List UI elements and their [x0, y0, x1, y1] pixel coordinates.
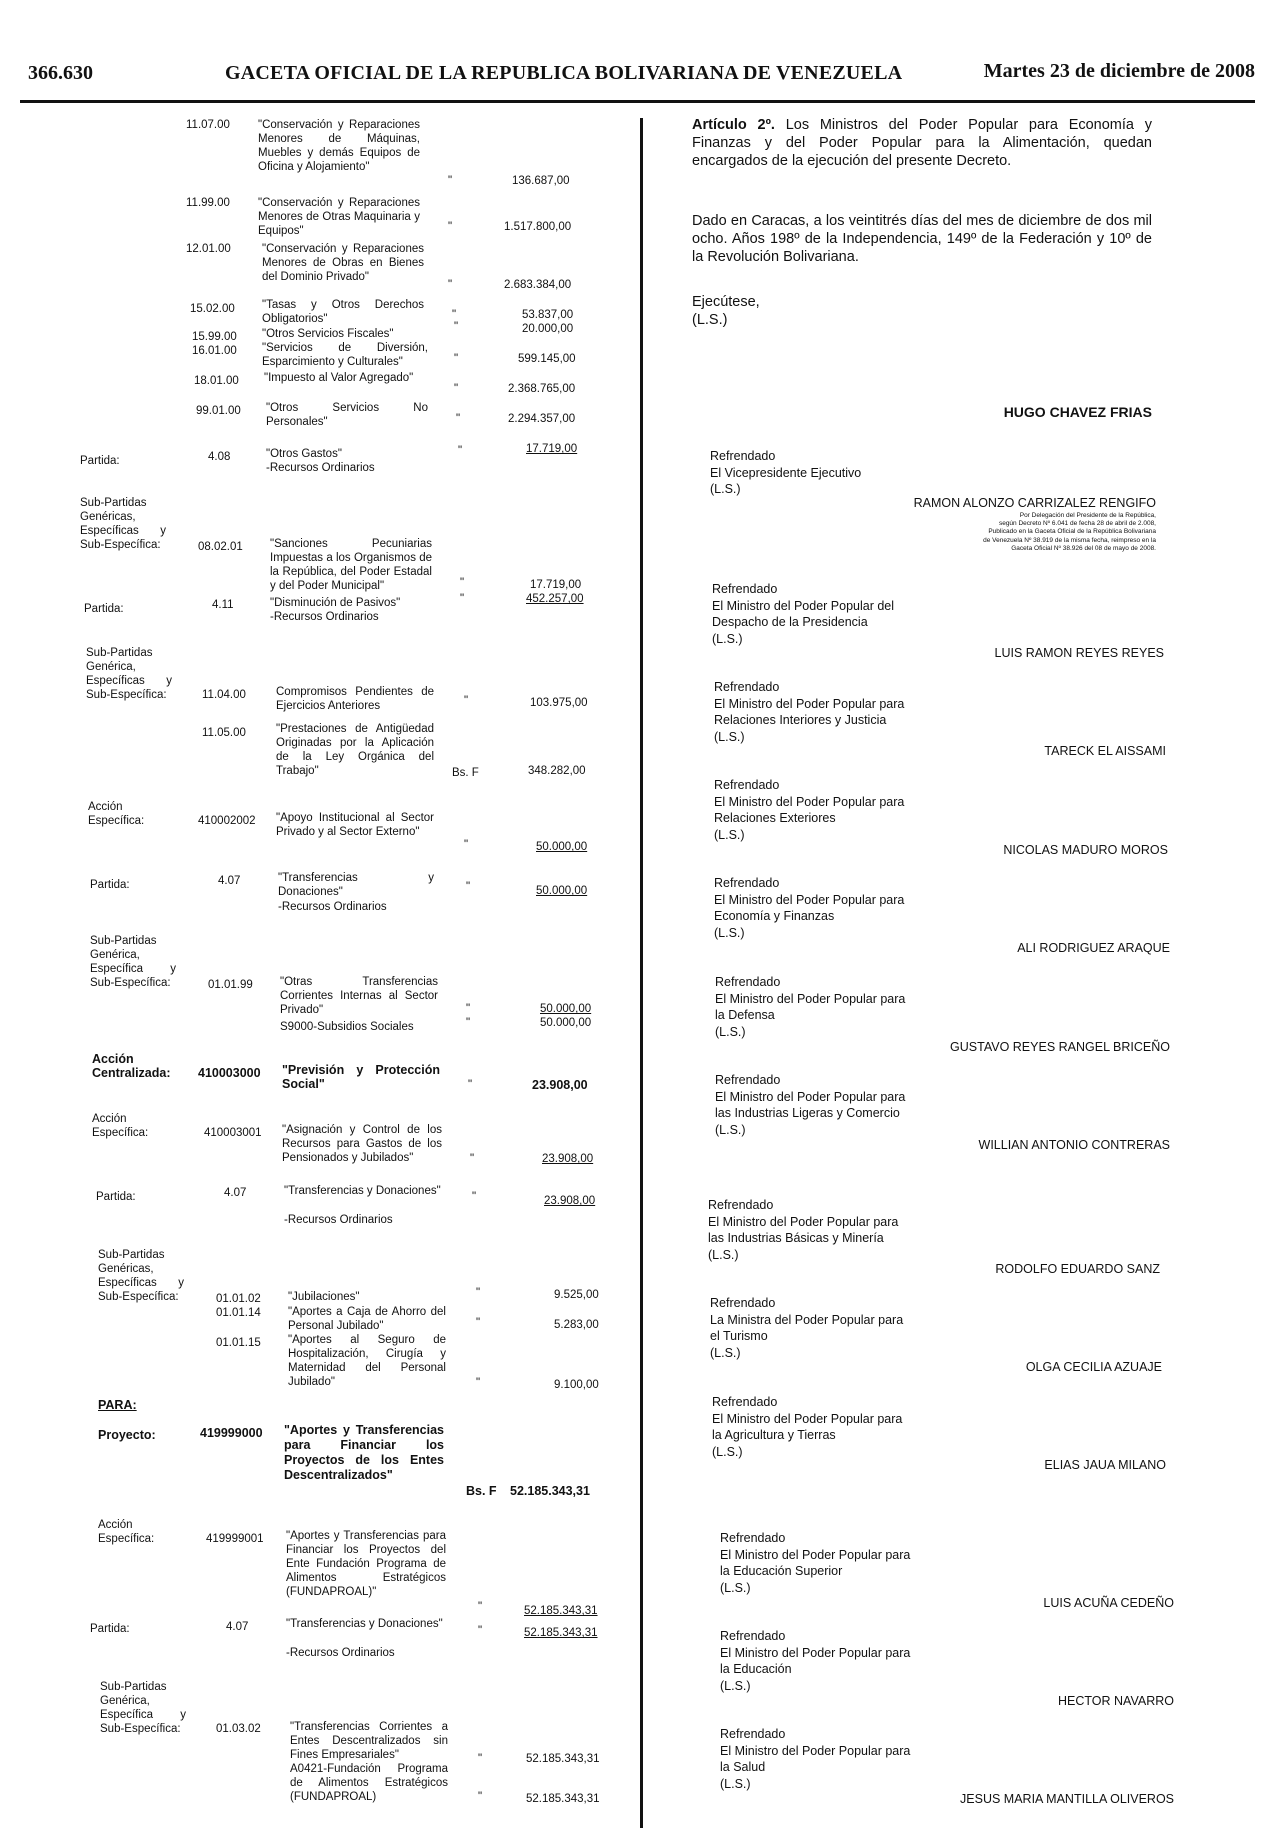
partida-code: 4.11 [212, 599, 234, 611]
ditto-mark: " [448, 279, 453, 291]
ditto-mark: " [476, 1377, 481, 1389]
ditto-mark: " [454, 383, 459, 395]
accion-label: Acción Específica: [88, 801, 145, 827]
ditto-mark: " [460, 577, 465, 589]
ditto-mark: " [472, 1191, 477, 1203]
accion-amount: 52.185.343,31 [524, 1605, 598, 1617]
currency-label: Bs. F [452, 767, 479, 779]
ditto-mark: " [448, 175, 453, 187]
minister-ref: Refrendado La Ministra del Poder Popular para el Turismo (L.S.) [710, 1296, 904, 1360]
ditto-mark: " [468, 1079, 473, 1091]
page-number: 366.630 [28, 62, 93, 84]
item-amount: 136.687,00 [512, 175, 570, 187]
accion-centralizada-label: Acción Centralizada: [92, 1052, 171, 1080]
partida-label: Partida: [90, 879, 130, 891]
partida-code: 4.07 [224, 1187, 247, 1199]
item-code: 01.01.99 [208, 979, 253, 991]
item-amount: 103.975,00 [530, 697, 588, 709]
accion-amount: 50.000,00 [536, 841, 588, 853]
ditto-mark: " [466, 1003, 471, 1015]
partida-amount: 50.000,00 [536, 885, 588, 897]
minister-ref: Refrendado El Ministro del Poder Popular para las Industrias Ligeras y Comercio (L.S.) [715, 1073, 906, 1137]
item-amount: 9.100,00 [554, 1379, 599, 1391]
gazette-title: GACETA OFICIAL DE LA REPUBLICA BOLIVARIANA DE VENEZUELA [225, 62, 903, 84]
minister-name: LUIS RAMON REYES REYES [994, 646, 1164, 660]
item-desc: "Transferencias Corrientes a Entes Descentralizados sin Fines Empresariales" [290, 1721, 448, 1761]
item-desc: "Conservación y Reparaciones Menores de Máquinas, Muebles y demás Equipos de Oficina y Alojamiento" [258, 119, 420, 173]
item-amount: 50.000,00 [540, 1017, 592, 1029]
minister-name: ELIAS JAUA MILANO [1044, 1458, 1166, 1472]
item-amount: 2.683.384,00 [504, 279, 572, 291]
accion-desc: "Aportes y Transferencias para Financiar los Proyectos del Ente Fundación Programa de Alimentos Estratégicos (FUNDAPROAL)" [286, 1530, 446, 1598]
ditto-mark: " [476, 1317, 481, 1329]
minister-name: LUIS ACUÑA CEDEÑO [1043, 1596, 1174, 1610]
accion-amount: 23.908,00 [532, 1078, 588, 1092]
partida-desc: "Transferencias y Donaciones" [278, 872, 434, 898]
seal-ls: (L.S.) [692, 312, 728, 328]
partida-amount: 52.185.343,31 [524, 1627, 598, 1639]
partida-code: 4.08 [208, 451, 231, 463]
item-desc: "Impuesto al Valor Agregado" [264, 372, 414, 384]
proyecto-amount: 52.185.343,31 [510, 1484, 590, 1498]
ditto-mark: " [478, 1601, 483, 1613]
ditto-mark: " [466, 1017, 471, 1029]
minister-ref: Refrendado El Ministro del Poder Popular para la Educación (L.S.) [720, 1629, 911, 1693]
minister-name: OLGA CECILIA AZUAJE [1025, 1360, 1162, 1374]
minister-name: GUSTAVO REYES RANGEL BRICEÑO [950, 1040, 1170, 1054]
item-amount: 1.517.800,00 [504, 221, 572, 233]
ditto-mark: " [466, 881, 471, 893]
item-desc: "Conservación y Reparaciones Menores de Obras en Bienes del Dominio Privado" [262, 243, 424, 283]
subpartidas-label: Sub-Partidas Genéricas, Específicas y Sub-Específica: [80, 497, 166, 551]
vp-delegation-note: Por Delegación del Presidente de la República, según Decreto Nº 6.041 de fecha 28 de abril de 2.008, Publicado en la Gaceta Oficial de la República Bolivariana de Venezuela Nº 38.919 de la misma fecha, reimpreso en la Gaceta Oficial Nº 38.926 del 08 de mayo de 2008. [983, 512, 1156, 552]
item-desc: "Sanciones Pecuniarias Impuestas a los Organismos de la República, del Poder Estadal y del Poder Municipal" [270, 538, 432, 592]
item-desc: "Aportes al Seguro de Hospitalización, Cirugía y Maternidad del Personal Jubilado" [288, 1334, 446, 1388]
funding-source: -Recursos Ordinarios [284, 1214, 393, 1226]
subpartidas-label: Sub-Partidas Genérica, Específica y Sub-Específica: [100, 1681, 186, 1735]
item-amount: 50.000,00 [540, 1003, 592, 1015]
funding-source: -Recursos Ordinarios [278, 901, 387, 913]
accion-code: 410003001 [204, 1127, 262, 1139]
minister-name: HECTOR NAVARRO [1058, 1694, 1174, 1708]
subpartidas-label: Sub-Partidas Genéricas, Específicas y Sub-Específica: [98, 1249, 184, 1303]
item-code: 01.03.02 [216, 1723, 261, 1735]
partida-label: Partida: [90, 1623, 130, 1635]
proyecto-desc: "Aportes y Transferencias para Financiar los Proyectos de los Entes Descentralizados" [284, 1423, 444, 1482]
item-amount: 20.000,00 [522, 323, 574, 335]
item-amount: 2.294.357,00 [508, 413, 576, 425]
item-amount: 53.837,00 [522, 309, 574, 321]
accion-desc: "Previsión y Protección Social" [282, 1063, 440, 1091]
accion-desc: "Apoyo Institucional al Sector Privado y al Sector Externo" [276, 812, 434, 838]
proyecto-code: 419999000 [200, 1426, 263, 1440]
item-code: 11.99.00 [186, 197, 230, 209]
item-amount: 348.282,00 [528, 765, 586, 777]
item-desc: Compromisos Pendientes de Ejercicios Anteriores [276, 686, 434, 712]
partida-label: Partida: [80, 455, 120, 467]
item-desc: "Jubilaciones" [288, 1291, 360, 1303]
ejecutese: Ejecútese, [692, 294, 760, 310]
accion-amount: 23.908,00 [542, 1153, 594, 1165]
ditto-mark: " [448, 221, 453, 233]
funding-source: A0421-Fundación Programa de Alimentos Estratégicos (FUNDAPROAL) [290, 1763, 448, 1803]
item-desc: "Servicios de Diversión, Esparcimiento y Culturales" [262, 342, 428, 368]
item-amount: 9.525,00 [554, 1289, 599, 1301]
item-desc: "Otros Servicios No Personales" [266, 402, 428, 428]
funding-source: S9000-Subsidios Sociales [280, 1021, 414, 1033]
partida-amount: 452.257,00 [526, 593, 584, 605]
minister-ref: Refrendado El Ministro del Poder Popular para la Educación Superior (L.S.) [720, 1531, 911, 1595]
ditto-mark: " [452, 309, 457, 321]
partida-amount: 23.908,00 [544, 1195, 596, 1207]
ditto-mark: " [464, 839, 469, 851]
item-code: 01.01.02 [216, 1293, 261, 1305]
column-divider [640, 118, 643, 1828]
partida-desc: "Otros Gastos" [266, 448, 342, 460]
minister-name: WILLIAN ANTONIO CONTRERAS [978, 1138, 1170, 1152]
minister-name: ALI RODRIGUEZ ARAQUE [1017, 941, 1170, 955]
item-code: 16.01.00 [192, 345, 237, 357]
item-code: 18.01.00 [194, 375, 239, 387]
ditto-mark: " [460, 593, 465, 605]
ditto-mark: " [478, 1791, 483, 1803]
minister-name: JESUS MARIA MANTILLA OLIVEROS [960, 1792, 1174, 1806]
item-code: 11.05.00 [202, 727, 246, 739]
ditto-mark: " [454, 321, 459, 333]
item-amount: 5.283,00 [554, 1319, 599, 1331]
accion-code: 410002002 [198, 815, 256, 827]
minister-name: NICOLAS MADURO MOROS [1003, 843, 1168, 857]
item-code: 01.01.14 [216, 1307, 261, 1319]
proyecto-label: Proyecto: [98, 1428, 156, 1442]
articulo-label: Artículo 2º. [692, 117, 775, 133]
funding-source: -Recursos Ordinarios [270, 611, 379, 623]
minister-ref: Refrendado El Ministro del Poder Popular para Relaciones Exteriores (L.S.) [714, 778, 905, 842]
articulo-text: Los Ministros del Poder Popular para Economía y Finanzas y del Poder Popular para la Alimentación, quedan encargados de la ejecución del presente Decreto. [692, 117, 1152, 169]
decree-column [650, 0, 1270, 1833]
ditto-mark: " [456, 413, 461, 425]
minister-ref: Refrendado El Ministro del Poder Popular del Despacho de la Presidencia (L.S.) [712, 582, 895, 646]
ditto-mark: " [454, 353, 459, 365]
ditto-mark: " [478, 1753, 483, 1765]
accion-code: 410003000 [198, 1066, 261, 1080]
ditto-mark: " [478, 1625, 483, 1637]
articulo-2 [692, 116, 1152, 170]
item-code: 15.02.00 [190, 303, 235, 315]
subpartidas-label: Sub-Partidas Genérica, Específica y Sub-Específica: [90, 935, 176, 989]
para-heading: PARA: [98, 1398, 137, 1412]
item-desc: "Aportes a Caja de Ahorro del Personal Jubilado" [288, 1306, 446, 1332]
funding-source: -Recursos Ordinarios [266, 462, 375, 474]
item-code: 01.01.15 [216, 1337, 261, 1349]
item-code: 11.07.00 [186, 119, 230, 131]
ditto-mark: " [476, 1287, 481, 1299]
item-desc: "Prestaciones de Antigüedad Originadas por la Aplicación de la Ley Orgánica del Trabajo" [276, 723, 434, 777]
item-amount: 599.145,00 [518, 353, 576, 365]
item-amount: 52.185.343,31 [526, 1753, 600, 1765]
funding-source: -Recursos Ordinarios [286, 1647, 395, 1659]
minister-ref: Refrendado El Ministro del Poder Popular para Economía y Finanzas (L.S.) [714, 876, 905, 940]
currency-label: Bs. F [466, 1484, 497, 1498]
minister-ref: Refrendado El Ministro del Poder Popular para la Defensa (L.S.) [715, 975, 906, 1039]
subpartidas-label: Sub-Partidas Genérica, Específicas y Sub-Específica: [86, 647, 172, 701]
minister-ref: Refrendado El Ministro del Poder Popular para Relaciones Interiores y Justicia (L.S.) [714, 680, 905, 744]
partida-label: Partida: [84, 603, 124, 615]
dado-paragraph: Dado en Caracas, a los veintitrés días del mes de diciembre de dos mil ocho. Años 198º de la Independencia, 149º de la Federación y 10º de la Revolución Bolivariana. [692, 213, 1152, 265]
item-desc: "Tasas y Otros Derechos Obligatorios" [262, 299, 424, 325]
partida-amount: 17.719,00 [526, 443, 578, 455]
partida-code: 4.07 [226, 1621, 249, 1633]
item-amount: 17.719,00 [530, 579, 582, 591]
ditto-mark: " [458, 445, 463, 457]
partida-desc: "Transferencias y Donaciones" [284, 1185, 441, 1197]
item-amount: 2.368.765,00 [508, 383, 576, 395]
accion-desc: "Asignación y Control de los Recursos para Gastos de los Pensionados y Jubilados" [282, 1124, 442, 1164]
vp-name: RAMON ALONZO CARRIZALEZ RENGIFO [913, 496, 1156, 510]
minister-ref: Refrendado El Ministro del Poder Popular para la Salud (L.S.) [720, 1727, 911, 1791]
item-desc: "Conservación y Reparaciones Menores de Otras Maquinaria y Equipos" [258, 197, 420, 237]
minister-name: RODOLFO EDUARDO SANZ [995, 1262, 1160, 1276]
minister-name: TARECK EL AISSAMI [1044, 744, 1166, 758]
minister-ref: Refrendado El Ministro del Poder Popular para la Agricultura y Tierras (L.S.) [712, 1395, 903, 1459]
item-desc: "Otros Servicios Fiscales" [262, 328, 394, 340]
partida-desc: "Transferencias y Donaciones" [286, 1618, 443, 1630]
accion-label: Acción Específica: [98, 1519, 155, 1545]
item-code: 12.01.00 [186, 243, 231, 255]
partida-label: Partida: [96, 1191, 136, 1203]
item-code: 08.02.01 [198, 541, 243, 553]
item-desc: "Otras Transferencias Corrientes Internas al Sector Privado" [280, 976, 438, 1016]
vp-refrendado: Refrendado El Vicepresidente Ejecutivo (L.S.) [710, 449, 862, 496]
item-code: 15.99.00 [192, 331, 237, 343]
president-name: HUGO CHAVEZ FRIAS [1003, 404, 1152, 420]
partida-desc: "Disminución de Pasivos" [270, 597, 401, 609]
partida-code: 4.07 [218, 875, 241, 887]
issue-date: Martes 23 de diciembre de 2008 [983, 60, 1255, 82]
item-amount: 52.185.343,31 [526, 1793, 600, 1805]
item-code: 11.04.00 [202, 689, 246, 701]
minister-ref: Refrendado El Ministro del Poder Popular para las Industrias Básicas y Minería (L.S.) [708, 1198, 899, 1262]
ditto-mark: " [464, 695, 469, 707]
accion-code: 419999001 [206, 1533, 264, 1545]
ditto-mark: " [470, 1153, 475, 1165]
accion-label: Acción Específica: [92, 1113, 149, 1139]
item-code: 99.01.00 [196, 405, 241, 417]
